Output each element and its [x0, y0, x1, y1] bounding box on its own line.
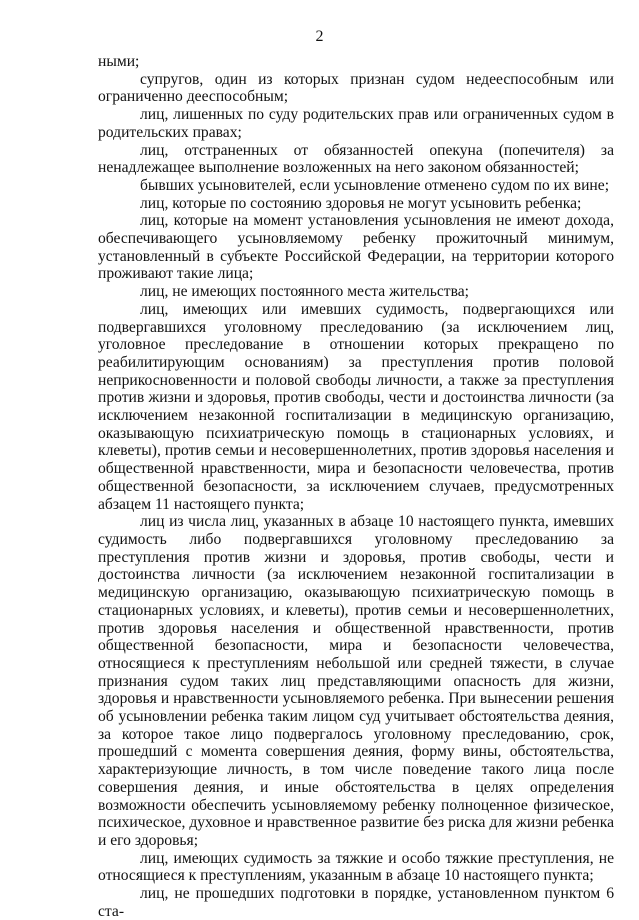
paragraph-1: ными;: [98, 53, 140, 70]
paragraph-6: лиц, которые по состоянию здоровья не могут усыновить ребенка;: [140, 194, 582, 212]
paragraph-9: лиц, имеющих или имевших судимость, подвергающихся или подвергавшихся уголовному преследованию (за исключением лиц, уголовное преследование в отношении которых прекращено по реабилитирующим основаниям) за преступления против половой неприкосновенности и половой свободы личности, а также за преступления против жизни и здоровья, против свободы, чести и достоинства личности (за исключением незаконной госпитализации в медицинскую организацию, оказывающую психиатрическую помощь в стационарных условиях, и клеветы), против семьи и несовершеннолетних, против здоровья населения и общественной нравственности, мира и безопасности человечества, против общественной безопасности, за исключением случаев, предусмотренных абзацем 11 настоящего пункта;: [98, 300, 614, 513]
paragraph-5: бывших усыновителей, если усыновление отменено судом по их вине;: [140, 176, 610, 194]
paragraph-11: лиц, имеющих судимость за тяжкие и особо тяжкие преступления, не относящиеся к преступлениям, указанным в абзаце 10 настоящего пункта;: [98, 849, 614, 885]
paragraph-4: лиц, отстраненных от обязанностей опекуна (попечителя) за ненадлежащее выполнение возложенных на него законом обязанностей;: [98, 141, 614, 177]
paragraph-3: лиц, лишенных по суду родительских прав или ограниченных судом в родительских правах;: [98, 106, 614, 141]
paragraph-12: лиц, не прошедших подготовки в порядке, установленном пунктом 6 ста-: [98, 885, 614, 920]
page-number: 2: [315, 28, 324, 45]
paragraph-7: лиц, которые на момент установления усыновления не имеют дохода, обеспечивающего усыновляемому ребенку прожиточный минимум, установленный в субъекте Российской Федерации, на территории которого проживают такие лица;: [98, 212, 614, 283]
paragraph-2: супругов, один из которых признан судом недееспособным или ограниченно дееспособным;: [98, 70, 614, 106]
paragraph-10: лиц из числа лиц, указанных в абзаце 10 настоящего пункта, имевших судимость либо подвергавшихся уголовному преследованию за преступления против жизни и здоровья, против свободы, чести и достоинства личности (за исключением незаконной госпитализации в медицинскую организацию, оказывающую психиатрическую помощь в стационарных условиях, и клеветы), против семьи и несовершеннолетних, против здоровья населения и общественной нравственности, против общественной безопасности, мира и безопасности человечества, относящиеся к преступлениям небольшой или средней тяжести, в случае признания судом таких лиц представляющими опасность для жизни, здоровья и нравственности усыновляемого ребенка. При вынесении решения об усыновлении ребенка таким лицом суд учитывает обстоятельства деяния, за которое такое лицо подвергалось уголовному преследованию, срок, прошедший с момента совершения деяния, форму вины, обстоятельства, характеризующие личность, в том числе поведение такого лица после совершения деяния, и иные обстоятельства в целях определения возможности обеспечить усыновляемому ребенку полноценное физическое, психическое, духовное и нравственное развитие без риска для жизни ребенка и его здоровья;: [98, 513, 614, 849]
paragraph-8: лиц, не имеющих постоянного места жительства;: [140, 283, 470, 301]
document-body: [98, 53, 614, 920]
